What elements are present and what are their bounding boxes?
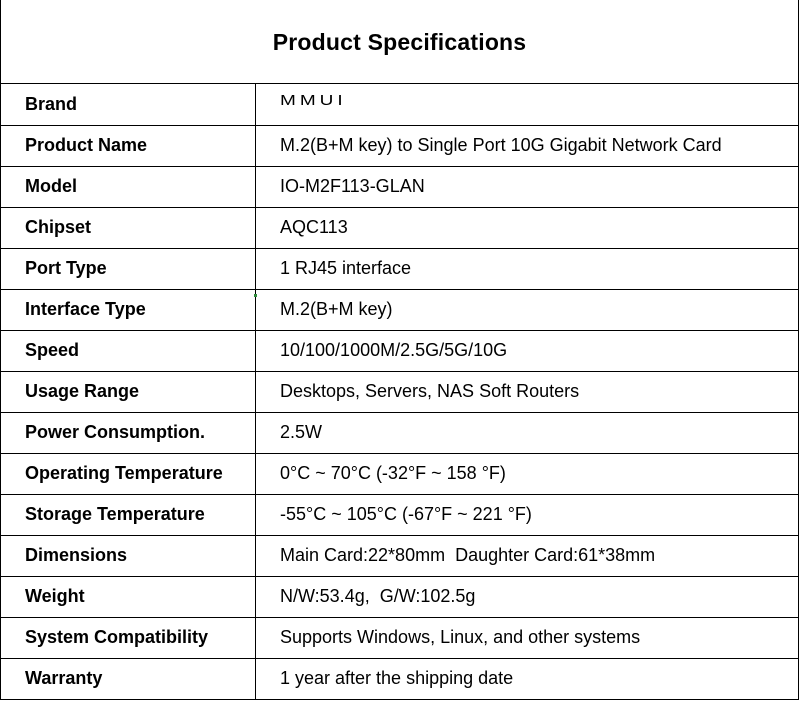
spec-label-chipset: Chipset: [1, 207, 256, 248]
table-row: [1, 289, 799, 330]
spec-label-port-type: Port Type: [1, 248, 256, 289]
spec-label-model: Model: [1, 166, 256, 207]
table-row: [1, 371, 799, 412]
table-row: [1, 412, 799, 453]
spec-label-weight: Weight: [1, 576, 256, 617]
spec-label-operating-temperature: Operating Temperature: [1, 453, 256, 494]
spec-value-warranty: 1 year after the shipping date: [256, 658, 799, 699]
spec-label-brand: Brand: [1, 84, 256, 125]
spec-value-interface-type: M.2(B+M key): [256, 289, 799, 330]
spec-value-storage-temperature: -55°C ~ 105°C (-67°F ~ 221 °F): [256, 494, 799, 535]
table-row: [1, 494, 799, 535]
table-row: [1, 207, 799, 248]
spec-value-power-consumption: 2.5W: [256, 412, 799, 453]
spec-value-weight: N/W:53.4g, G/W:102.5g: [256, 576, 799, 617]
spec-label-storage-temperature: Storage Temperature: [1, 494, 256, 535]
spec-table: [0, 84, 799, 700]
spec-label-power-consumption: Power Consumption.: [1, 412, 256, 453]
spec-value-usage-range: Desktops, Servers, NAS Soft Routers: [256, 371, 799, 412]
spec-value-system-compatibility: Supports Windows, Linux, and other systems: [256, 617, 799, 658]
spec-value-port-type: 1 RJ45 interface: [256, 248, 799, 289]
table-row: [1, 617, 799, 658]
page-title: Product Specifications: [272, 29, 527, 55]
table-row: [1, 84, 799, 125]
cell-marker: [254, 294, 257, 297]
table-row: [1, 453, 799, 494]
table-row: [1, 248, 799, 289]
spec-value-dimensions: Main Card:22*80mm Daughter Card:61*38mm: [256, 535, 799, 576]
spec-value-model: IO-M2F113-GLAN: [256, 166, 799, 207]
spec-label-usage-range: Usage Range: [1, 371, 256, 412]
spec-label-dimensions: Dimensions: [1, 535, 256, 576]
spec-label-interface-type: Interface Type: [1, 289, 256, 330]
spec-label-speed: Speed: [1, 330, 256, 371]
table-row: [1, 330, 799, 371]
table-row: [1, 576, 799, 617]
spec-value-brand: [256, 84, 799, 125]
table-row: [1, 166, 799, 207]
table-row: [1, 658, 799, 699]
spec-label-system-compatibility: System Compatibility: [1, 617, 256, 658]
spec-value-speed: 10/100/1000M/2.5G/5G/10G: [256, 330, 799, 371]
brand-logo: MMUI: [280, 92, 347, 110]
table-row: [1, 125, 799, 166]
spec-value-operating-temperature: 0°C ~ 70°C (-32°F ~ 158 °F): [256, 453, 799, 494]
table-row: [1, 535, 799, 576]
spec-value-chipset: AQC113: [256, 207, 799, 248]
spec-label-warranty: Warranty: [1, 658, 256, 699]
spec-label-product-name: Product Name: [1, 125, 256, 166]
title-cell: [0, 0, 799, 84]
spec-value-product-name: M.2(B+M key) to Single Port 10G Gigabit Network Card: [256, 125, 799, 166]
